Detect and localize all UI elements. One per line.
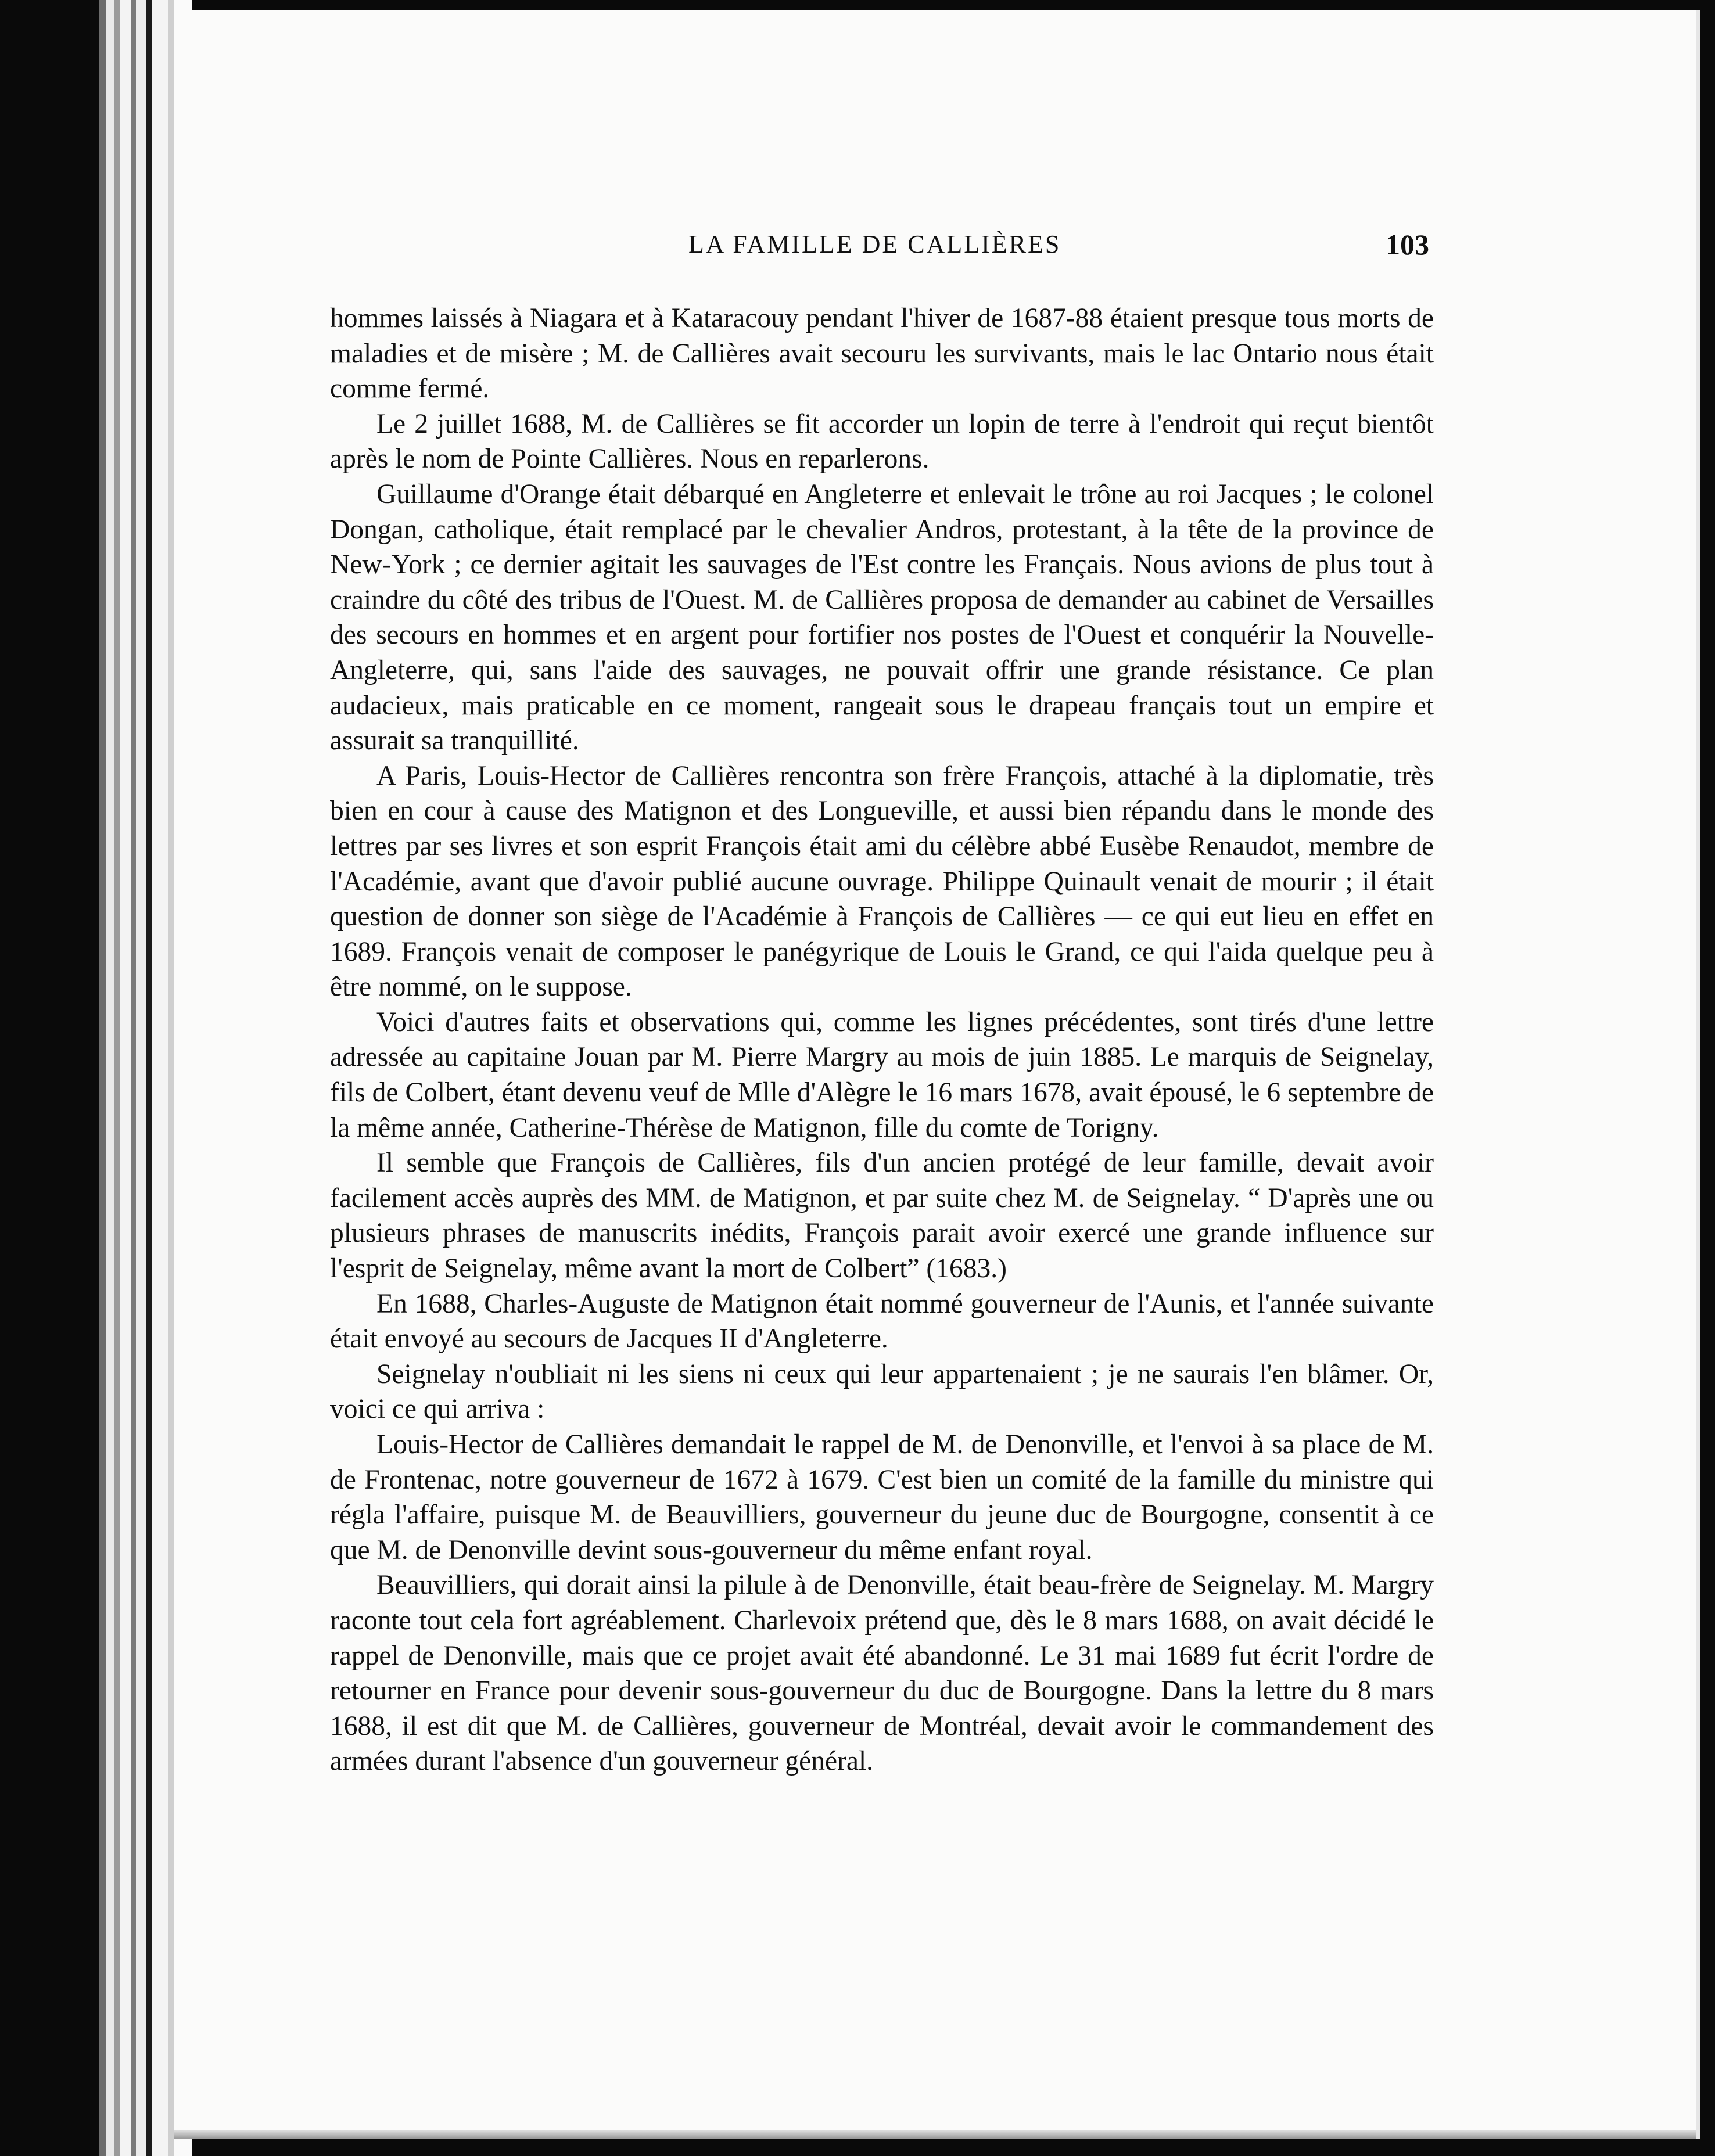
running-title: LA FAMILLE DE CALLIÈRES <box>688 230 1061 258</box>
paragraph: Guillaume d'Orange était débarqué en Angleterre et enlevait le trône au roi Jacques ; le colonel Dongan, catholique, était remplacé par le chevalier Andros, protestant, à la tête de la province de New-York ; ce dernier agitait les sauvages de l'Est contre les Français. Nous avions de plus tout à craindre du côté des tribus de l'Ouest. M. de Callières proposa de demander au cabinet de Versailles des secours en hommes et en argent pour fortifier nos postes de l'Ouest et conquérir la Nouvelle-Angleterre, qui, sans l'aide des sauvages, ne pouvait offrir une grande résistance. Ce plan audacieux, mais praticable en ce moment, rangeait sous le drapeau français tout un empire et assurait sa tranquillité. <box>330 479 1434 756</box>
paragraph: Voici d'autres faits et observations qui, comme les lignes précédentes, sont tirés d'une lettre adressée au capitaine Jouan par M. Pierre Margry au mois de juin 1885. Le marquis de Seignelay, fils de Colbert, étant devenu veuf de Mlle d'Alègre le 16 mars 1678, avait épousé, le 6 septembre de la même année, Catherine-Thérèse de Matignon, fille du comte de Torigny. <box>330 1007 1434 1143</box>
paragraph: Louis-Hector de Callières demandait le rappel de M. de Denonville, et l'envoi à sa place de M. de Frontenac, notre gouverneur de 1672 à 1679. C'est bien un comité de la famille du ministre qui régla l'affaire, puisque M. de Beauvilliers, gouverneur du jeune duc de Bourgogne, consentit à ce que M. de Denonville devint sous-gouverneur du même enfant royal. <box>330 1429 1434 1565</box>
body-text <box>330 301 1434 1779</box>
paragraph: A Paris, Louis-Hector de Callières rencontra son frère François, attaché à la diplomatie, très bien en cour à cause des Matignon et des Longueville, et aussi bien répandu dans le monde des lettres par ses livres et son esprit François était ami du célèbre abbé Eusèbe Renaudot, membre de l'Académie, avant que d'avoir publié aucune ouvrage. Philippe Quinault venait de mourir ; il était question de donner son siège de l'Académie à François de Callières — ce qui eut lieu en effet en 1689. François venait de composer le panégyrique de Louis le Grand, ce qui l'aida quelque peu à être nommé, on le suppose. <box>330 760 1434 1002</box>
book-binding-edge <box>0 0 192 2156</box>
paragraph: Beauvilliers, qui dorait ainsi la pilule à de Denonville, était beau-frère de Seignelay. M. Margry raconte tout cela fort agréablement. Charlevoix prétend que, dès le 8 mars 1688, on avait décidé le rappel de Denonville, mais que ce projet avait été abandonné. Le 31 mai 1689 fut écrit l'ordre de retourner en France pour devenir sous-gouverneur du duc de Bourgogne. Dans la lettre du 8 mars 1688, il est dit que M. de Callières, gouverneur de Montréal, devait avoir le commandement des armées durant l'absence d'un gouverneur général. <box>330 1570 1434 1777</box>
paragraph: Seignelay n'oubliait ni les siens ni ceux qui leur appartenaient ; je ne saurais l'en blâmer. Or, voici ce qui arriva : <box>330 1359 1434 1425</box>
paragraph: Il semble que François de Callières, fils d'un ancien protégé de leur famille, devait avoir facilement accès auprès des MM. de Matignon, et par suite chez M. de Seignelay. “ D'après une ou plusieurs phrases de manuscrits inédits, François parait avoir exercé une grande influence sur l'esprit de Seignelay, même avant la mort de Colbert” (1683.) <box>330 1148 1434 1284</box>
paragraph: hommes laissés à Niagara et à Kataracouy pendant l'hiver de 1687-88 étaient presque tous morts de maladies et de misère ; M. de Callières avait secouru les survivants, mais le lac Ontario nous était comme fermé. <box>330 303 1434 404</box>
paragraph: En 1688, Charles-Auguste de Matignon était nommé gouverneur de l'Aunis, et l'année suivante était envoyé au secours de Jacques II d'Angleterre. <box>330 1288 1434 1354</box>
page-bottom-edge <box>174 2130 1696 2139</box>
paragraph: Le 2 juillet 1688, M. de Callières se fit accorder un lopin de terre à l'endroit qui reçut bientôt après le nom de Pointe Callières. Nous en reparlerons. <box>330 408 1434 475</box>
page-number: 103 <box>1386 228 1429 261</box>
